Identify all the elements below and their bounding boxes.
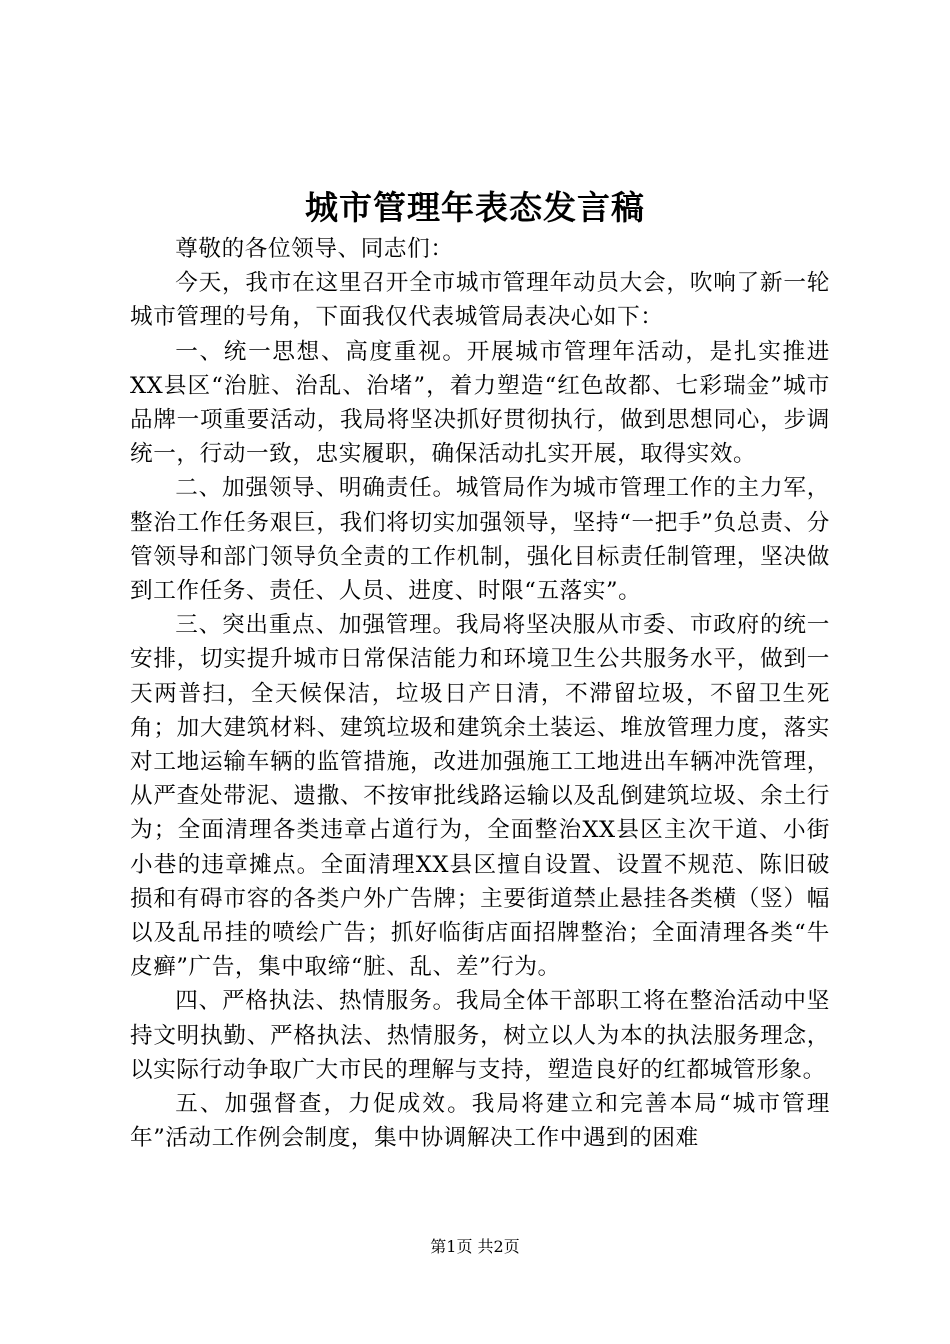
document-title: 城市管理年表态发言稿 (305, 188, 645, 227)
paragraph: 三、突出重点、加强管理。我局将坚决服从市委、市政府的统一安排，切实提升城市日常保洁能力和环境卫生公共服务水平，做到一天两普扫，全天候保洁，垃圾日产日清，不滞留垃圾，不留卫生死角；加大建筑材料、建筑垃圾和建筑余土装运、堆放管理力度，落实对工地运输车辆的监管措施，改进加强施工工地进出车辆冲洗管理，从严查处带泥、遗撒、不按审批线路运输以及乱倒建筑垃圾、余土行为；全面清理各类违章占道行为，全面整治XX县区主次干道、小街小巷的违章摊点。全面清理XX县区擅自设置、设置不规范、陈旧破损和有碍市容的各类户外广告牌；主要街道禁止悬挂各类横（竖）幅以及乱吊挂的喷绘广告；抓好临街店面招牌整治；全面清理各类“牛皮癣”广告，集中取缔“脏、乱、差”行为。 (130, 612, 830, 981)
paragraph: 四、严格执法、热情服务。我局全体干部职工将在整治活动中坚持文明执勤、严格执法、热情服务，树立以人为本的执法服务理念，以实际行动争取广大市民的理解与支持，塑造良好的红都城管形象。 (130, 988, 830, 1083)
page-number-footer: 第1页 共2页 (430, 1237, 520, 1256)
salutation: 尊敬的各位领导、同志们： (175, 236, 454, 262)
paragraph: 二、加强领导、明确责任。城管局作为城市管理工作的主力军，整治工作任务艰巨，我们将切实加强领导，坚持“一把手”负总责、分管领导和部门领导负全责的工作机制，强化目标责任制管理，坚决做到工作任务、责任、人员、进度、时限“五落实”。 (130, 475, 830, 605)
document-body (130, 232, 830, 1155)
paragraph: 今天，我市在这里召开全市城市管理年动员大会，吹响了新一轮城市管理的号角，下面我仅代表城管局表决心如下： (130, 270, 830, 331)
paragraph: 一、统一思想、高度重视。开展城市管理年活动，是扎实推进XX县区“治脏、治乱、治堵”，着力塑造“红色故都、七彩瑞金”城市品牌一项重要活动，我局将坚决抓好贯彻执行，做到思想同心，步调统一，行动一致，忠实履职，确保活动扎实开展，取得实效。 (130, 338, 830, 468)
paragraph: 五、加强督查，力促成效。我局将建立和完善本局“城市管理年”活动工作例会制度，集中协调解决工作中遇到的困难 (130, 1091, 830, 1152)
